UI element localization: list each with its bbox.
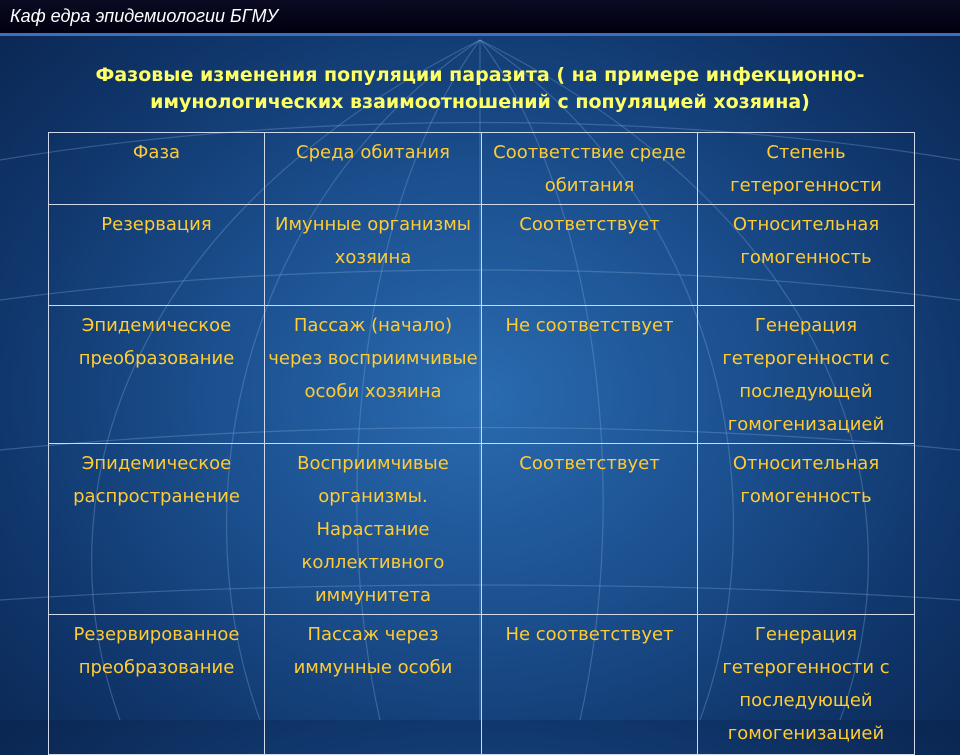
cell-match: Соответствует (482, 444, 698, 615)
cell-heterogeneity: Относительная гомогенность (698, 444, 915, 615)
phases-table (48, 132, 915, 755)
department-name: Каф едра эпидемиологии БГМУ (10, 6, 278, 26)
column-header-heterogeneity: Степень гетерогенности (698, 133, 915, 205)
column-header-match: Соответствие среде обитания (482, 133, 698, 205)
column-header-phase: Фаза (49, 133, 265, 205)
cell-phase: Эпидемическое распространение (49, 444, 265, 615)
cell-match: Соответствует (482, 205, 698, 306)
cell-habitat: Восприимчивые организмы. Нарастание коллективного иммунитета (265, 444, 482, 615)
table-row (49, 306, 915, 444)
table-row (49, 615, 915, 755)
column-header-habitat: Среда обитания (265, 133, 482, 205)
cell-habitat: Имунные организмы хозяина (265, 205, 482, 306)
header-bar (0, 0, 960, 36)
cell-phase: Резервация (49, 205, 265, 306)
cell-heterogeneity: Генерация гетерогенности с последующей гомогенизацией (698, 306, 915, 444)
table-header-row (49, 133, 915, 205)
slide-title-line-1: Фазовые изменения популяции паразита ( на примере инфекционно- (95, 64, 865, 86)
cell-phase: Резервированное преобразование (49, 615, 265, 755)
cell-habitat: Пассаж через иммунные особи (265, 615, 482, 755)
slide-title-line-2: имунологических взаимоотношений с популяцией хозяина) (150, 91, 810, 113)
cell-match: Не соответствует (482, 306, 698, 444)
cell-match: Не соответствует (482, 615, 698, 755)
cell-heterogeneity: Генерация гетерогенности с последующей гомогенизацией (698, 615, 915, 755)
cell-habitat: Пассаж (начало) через восприимчивые особи хозяина (265, 306, 482, 444)
table-row (49, 444, 915, 615)
cell-heterogeneity: Относительная гомогенность (698, 205, 915, 306)
cell-phase: Эпидемическое преобразование (49, 306, 265, 444)
slide-title (20, 62, 940, 116)
table-row (49, 205, 915, 306)
